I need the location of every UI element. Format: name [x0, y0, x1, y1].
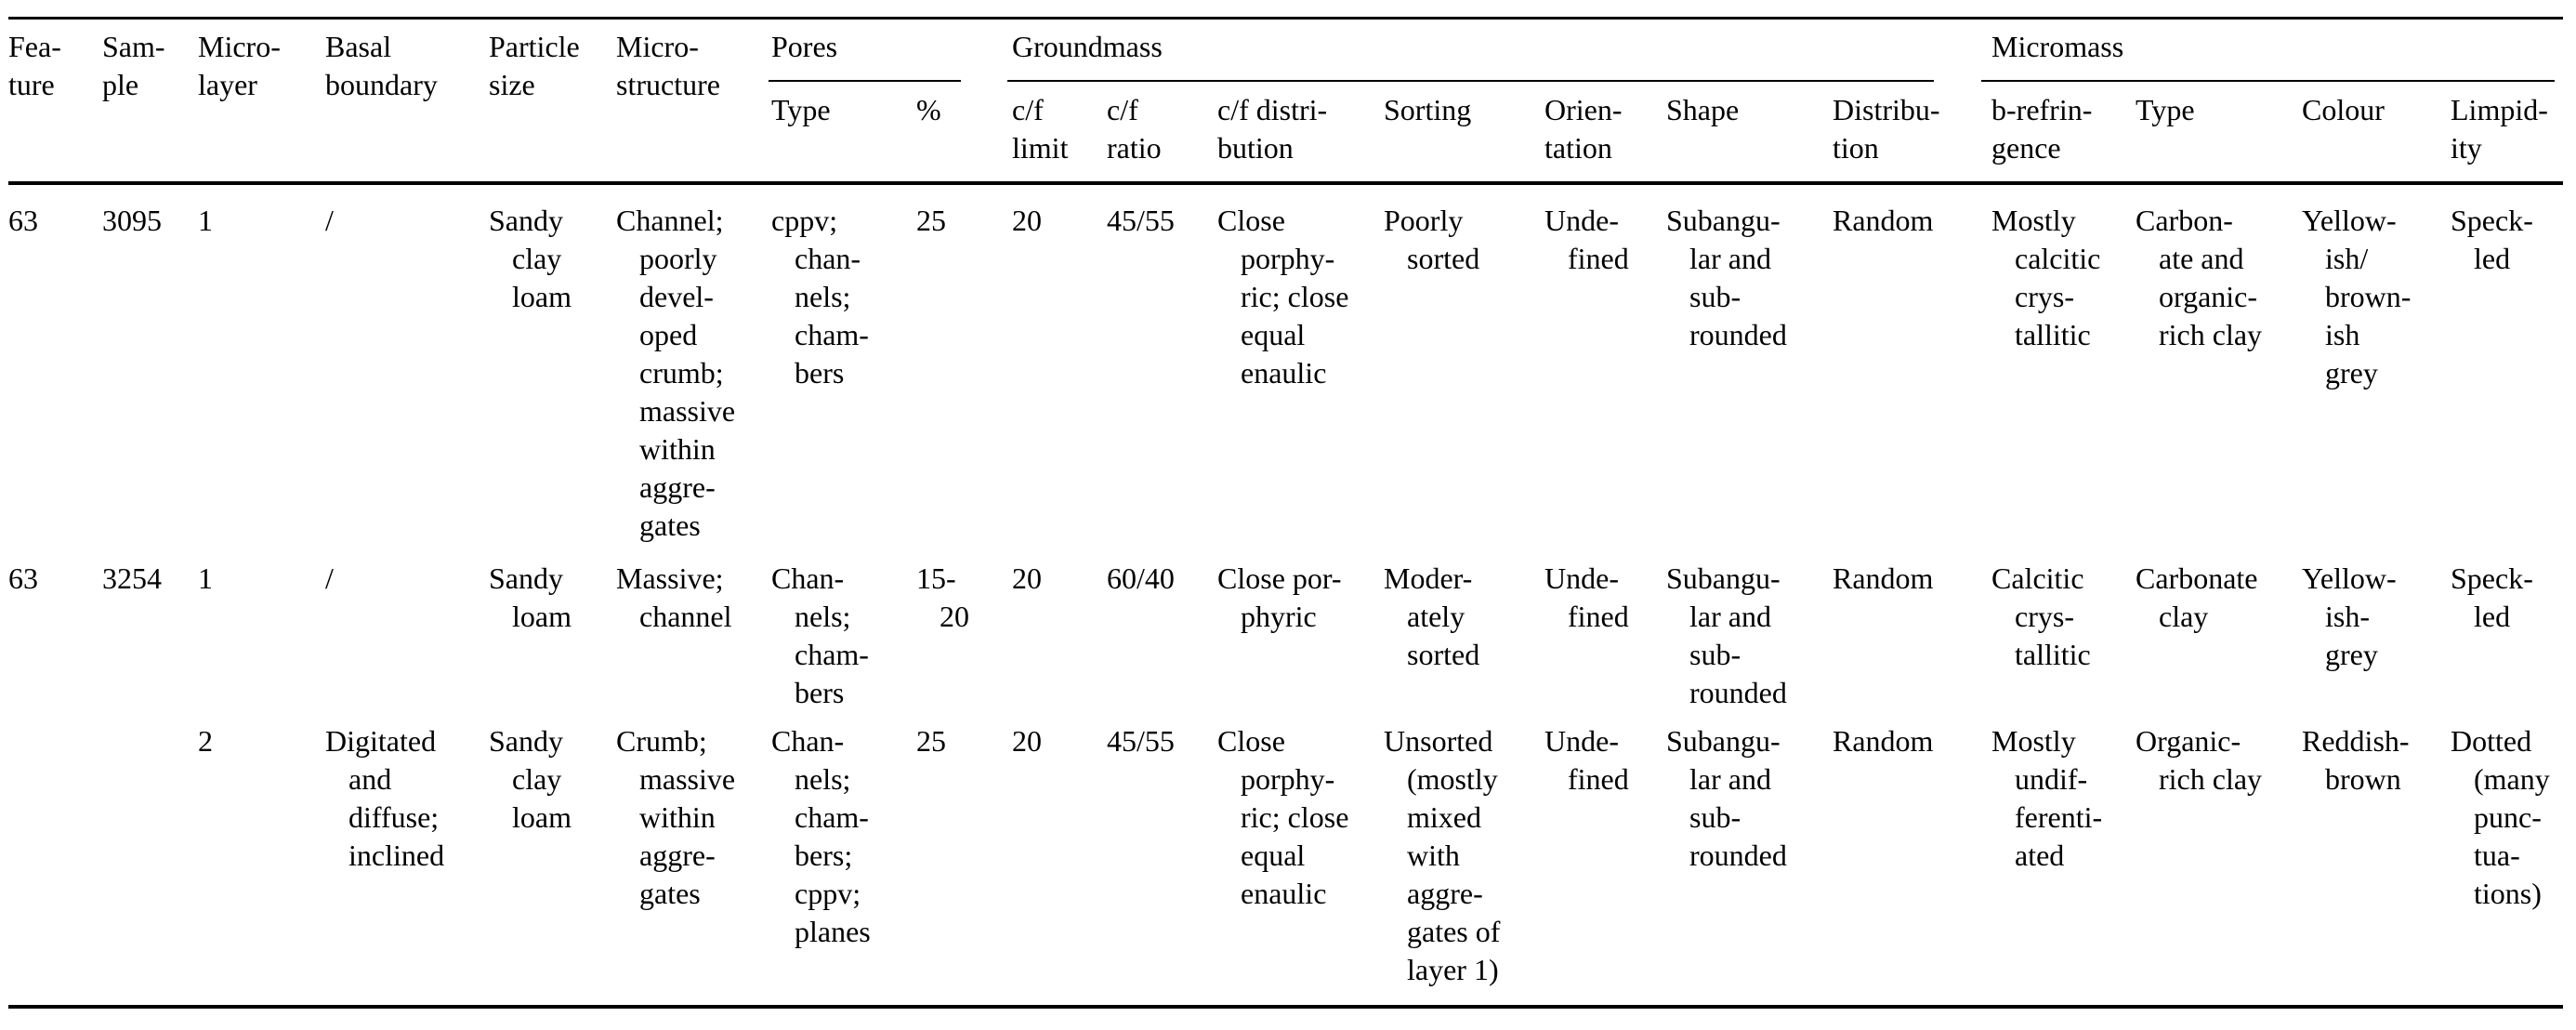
group-rule-pores [769, 80, 961, 82]
cell-particle-size [489, 722, 572, 837]
cell-microstructure [616, 560, 732, 636]
cell-sample [102, 202, 162, 240]
cell-pores-type [771, 202, 869, 392]
cell-shape-line: rounded [1689, 839, 1787, 872]
cell-colour-line: ish [2325, 318, 2360, 351]
cell-cf-distribution-line: porphy- [1241, 242, 1335, 275]
cell-orientation [1544, 560, 1629, 636]
cell-sorting-line: ately [1407, 600, 1465, 633]
cell-basal-boundary [325, 202, 334, 240]
cell-limpidity-line: tua- [2474, 839, 2520, 872]
group-rule-micromass [1981, 80, 2555, 82]
column-header-microstructure-line: structure [616, 68, 720, 101]
cell-b-fabric-line: crys- [2015, 280, 2074, 313]
cell-microstructure-line: massive [639, 762, 736, 796]
cell-micromass-type [2136, 560, 2258, 636]
column-header-microlayer [198, 28, 281, 104]
group-header-pores: Pores [771, 30, 838, 63]
cell-sorting-line: Poorly [1384, 204, 1464, 237]
cell-basal-boundary-line: / [325, 561, 334, 595]
cell-microstructure-line: channel [639, 600, 732, 633]
cell-micromass-type-line: ate and [2159, 242, 2244, 275]
cell-cf-distribution [1217, 202, 1348, 392]
cell-pores-pct-line: 20 [940, 600, 969, 633]
cell-sorting-line: with [1407, 839, 1460, 872]
cell-microstructure [616, 202, 735, 545]
column-header-cf-distribution-line: c/f distri- [1217, 93, 1328, 126]
cell-sorting-line: Unsorted [1384, 724, 1493, 758]
cell-cf-ratio [1107, 722, 1175, 760]
cell-pores-pct [916, 560, 969, 636]
group-header-groundmass: Groundmass [1012, 30, 1163, 63]
column-header-feature [8, 28, 61, 104]
cell-microlayer-line: 1 [198, 204, 213, 237]
cell-microstructure-line: aggre- [639, 470, 716, 504]
cell-b-fabric-line: tallitic [2015, 638, 2091, 671]
cell-microlayer-line: 2 [198, 724, 213, 758]
column-header-b-fabric-line: gence [1991, 131, 2061, 165]
column-header-sample-line: Sam- [102, 30, 165, 63]
column-header-microlayer-line: Micro- [198, 30, 281, 63]
cell-cf-distribution-line: porphy- [1241, 762, 1335, 796]
cell-cf-limit [1012, 722, 1042, 760]
cell-microlayer [198, 202, 213, 240]
cell-cf-distribution [1217, 560, 1342, 636]
cell-microstructure-line: crumb; [639, 356, 724, 390]
cell-b-fabric-line: Calcitic [1991, 561, 2084, 595]
cell-sorting-line: sorted [1407, 242, 1480, 275]
column-header-cf-limit [1012, 91, 1068, 167]
column-header-particle-size-line: Particle [489, 30, 580, 63]
cell-pores-type-line: planes [795, 915, 871, 948]
column-header-microstructure-line: Micro- [616, 30, 699, 63]
cell-basal-boundary-line: / [325, 204, 334, 237]
cell-limpidity [2451, 202, 2533, 278]
column-header-particle-size-line: size [489, 68, 535, 101]
column-header-cf-ratio-line: ratio [1107, 131, 1162, 165]
cell-sample-line: 3254 [102, 561, 162, 595]
group-rule-groundmass [1007, 80, 1934, 82]
cell-colour-line: ish- [2325, 600, 2370, 633]
cell-cf-distribution-line: equal [1241, 839, 1306, 872]
cell-colour-line: brown- [2325, 280, 2412, 313]
cell-particle-size-line: loam [512, 600, 572, 633]
column-header-distribution-line: tion [1833, 131, 1879, 165]
column-header-microstructure [616, 28, 720, 104]
cell-b-fabric-line: Mostly [1991, 724, 2076, 758]
column-header-orientation-line: Orien- [1544, 93, 1623, 126]
cell-pores-pct [916, 202, 946, 240]
cell-colour [2302, 202, 2411, 392]
cell-particle-size-line: Sandy [489, 204, 563, 237]
column-header-shape [1666, 91, 1739, 129]
cell-microlayer [198, 722, 213, 760]
cell-pores-type-line: cppv; [771, 204, 838, 237]
cell-shape-line: Subangu- [1666, 204, 1781, 237]
column-header-micromass-type [2136, 91, 2195, 129]
cell-pores-type-line: cham- [795, 638, 869, 671]
cell-b-fabric-line: tallitic [2015, 318, 2091, 351]
cell-shape-line: lar and [1689, 762, 1771, 796]
column-header-micromass-type-line: Type [2136, 93, 2195, 126]
column-header-basal-boundary [325, 28, 438, 104]
cell-cf-distribution-line: equal [1241, 318, 1306, 351]
cell-particle-size-line: loam [512, 800, 572, 834]
column-header-sorting-line: Sorting [1384, 93, 1472, 126]
group-header-micromass: Micromass [1991, 30, 2124, 63]
cell-micromass-type [2136, 202, 2262, 354]
cell-basal-boundary-line: inclined [348, 839, 445, 872]
cell-particle-size [489, 560, 572, 636]
cell-microstructure-line: gates [639, 508, 701, 542]
column-header-particle-size [489, 28, 580, 104]
cell-micromass-type-line: Carbon- [2136, 204, 2233, 237]
cell-limpidity [2451, 722, 2550, 913]
column-header-basal-boundary-line: Basal [325, 30, 392, 63]
cell-cf-ratio-line: 45/55 [1107, 724, 1175, 758]
cell-microstructure-line: aggre- [639, 839, 716, 872]
column-header-orientation [1544, 91, 1623, 167]
cell-basal-boundary-line: Digitated [325, 724, 437, 758]
column-header-cf-limit-line: limit [1012, 131, 1069, 165]
cell-cf-distribution-line: Close [1217, 724, 1285, 758]
column-header-microlayer-line: layer [198, 68, 257, 101]
cell-feature [8, 560, 38, 598]
cell-pores-type-line: Chan- [771, 724, 845, 758]
column-header-basal-boundary-line: boundary [325, 68, 438, 101]
cell-b-fabric-line: undif- [2015, 762, 2088, 796]
cell-microstructure-line: oped [639, 318, 698, 351]
cell-pores-type-line: cppv; [795, 877, 861, 910]
cell-colour [2302, 722, 2410, 799]
cell-distribution [1833, 560, 1933, 598]
cell-cf-ratio-line: 45/55 [1107, 204, 1175, 237]
column-header-sample [102, 28, 165, 104]
cell-orientation-line: Unde- [1544, 561, 1619, 595]
cell-cf-distribution-line: ric; close [1241, 800, 1349, 834]
cell-sorting [1384, 202, 1479, 278]
cell-b-fabric-line: ferenti- [2015, 800, 2103, 834]
cell-limpidity-line: led [2474, 600, 2511, 633]
cell-b-fabric-line: ated [2015, 839, 2065, 872]
cell-cf-limit-line: 20 [1012, 561, 1042, 595]
cell-shape-line: rounded [1689, 318, 1787, 351]
cell-pores-pct-line: 25 [916, 204, 946, 237]
cell-cf-limit-line: 20 [1012, 724, 1042, 758]
cell-sorting-line: Moder- [1384, 561, 1473, 595]
cell-feature-line: 63 [8, 204, 38, 237]
column-header-feature-line: ture [8, 68, 55, 101]
cell-limpidity-line: punc- [2474, 800, 2542, 834]
column-header-pores-type-line: Type [771, 93, 831, 126]
cell-limpidity-line: tions) [2474, 877, 2542, 910]
cell-orientation [1544, 202, 1629, 278]
cell-orientation-line: fined [1568, 762, 1629, 796]
cell-distribution-line: Random [1833, 561, 1934, 595]
column-header-distribution-line: Distribu- [1833, 93, 1940, 126]
cell-micromass-type-line: rich clay [2159, 318, 2263, 351]
column-header-pores-pct-line: % [916, 93, 941, 126]
cell-limpidity [2451, 560, 2533, 636]
cell-cf-distribution-line: ric; close [1241, 280, 1349, 313]
cell-sorting-line: aggre- [1407, 877, 1483, 910]
cell-b-fabric-line: crys- [2015, 600, 2074, 633]
cell-micromass-type-line: clay [2159, 600, 2209, 633]
cell-microstructure-line: Massive; [616, 561, 724, 595]
cell-cf-limit-line: 20 [1012, 204, 1042, 237]
cell-colour-line: Yellow- [2302, 204, 2397, 237]
cell-cf-distribution-line: phyric [1241, 600, 1317, 633]
cell-pores-type [771, 560, 869, 712]
column-header-b-fabric [1991, 91, 2092, 167]
cell-distribution [1833, 722, 1933, 760]
cell-basal-boundary [325, 722, 444, 875]
cell-particle-size-line: loam [512, 280, 572, 313]
cell-particle-size [489, 202, 572, 316]
cell-pores-type-line: bers; [795, 839, 853, 872]
cell-sorting-line: sorted [1407, 638, 1480, 671]
cell-sorting-line: layer 1) [1407, 953, 1499, 986]
cell-colour-line: Yellow- [2302, 561, 2397, 595]
column-header-limpidity-line: Limpid- [2451, 93, 2548, 126]
cell-microstructure-line: Crumb; [616, 724, 707, 758]
cell-cf-distribution-line: Close [1217, 204, 1285, 237]
cell-feature [8, 202, 38, 240]
cell-limpidity-line: led [2474, 242, 2511, 275]
cell-shape-line: sub- [1689, 638, 1741, 671]
cell-sample [102, 560, 162, 598]
cell-pores-type-line: nels; [795, 762, 851, 796]
cell-shape-line: lar and [1689, 242, 1771, 275]
column-header-b-fabric-line: b-refrin- [1991, 93, 2093, 126]
cell-micromass-type-line: organic- [2159, 280, 2258, 313]
table-header-rule [8, 181, 2563, 185]
cell-microstructure-line: within [639, 432, 716, 466]
column-header-pores-pct [916, 91, 941, 129]
cell-shape-line: Subangu- [1666, 561, 1781, 595]
cell-sorting [1384, 560, 1479, 674]
cell-distribution-line: Random [1833, 724, 1934, 758]
cell-basal-boundary-line: and [348, 762, 392, 796]
cell-pores-pct [916, 722, 946, 760]
cell-microlayer-line: 1 [198, 561, 213, 595]
cell-cf-distribution [1217, 722, 1348, 913]
cell-shape-line: lar and [1689, 600, 1771, 633]
cell-micromass-type-line: Carbonate [2136, 561, 2258, 595]
cell-microstructure-line: devel- [639, 280, 714, 313]
column-header-limpidity [2451, 91, 2548, 167]
cell-particle-size-line: Sandy [489, 561, 563, 595]
cell-microstructure-line: massive [639, 394, 736, 428]
cell-basal-boundary-line: diffuse; [348, 800, 440, 834]
cell-sorting-line: mixed [1407, 800, 1481, 834]
cell-colour-line: Reddish- [2302, 724, 2410, 758]
cell-cf-distribution-line: enaulic [1241, 877, 1327, 910]
cell-pores-type-line: bers [795, 356, 845, 390]
cell-limpidity-line: (many [2474, 762, 2550, 796]
cell-b-fabric-line: calcitic [2015, 242, 2101, 275]
cell-orientation [1544, 722, 1629, 799]
table-top-rule [8, 17, 2563, 20]
cell-sorting-line: (mostly [1407, 762, 1498, 796]
column-header-cf-limit-line: c/f [1012, 93, 1044, 126]
cell-basal-boundary [325, 560, 334, 598]
cell-cf-ratio [1107, 202, 1175, 240]
cell-sample-line: 3095 [102, 204, 162, 237]
column-header-cf-ratio-line: c/f [1107, 93, 1138, 126]
cell-b-fabric-line: Mostly [1991, 204, 2076, 237]
cell-cf-distribution-line: Close por- [1217, 561, 1342, 595]
cell-distribution [1833, 202, 1933, 240]
cell-pores-pct-line: 15- [916, 561, 956, 595]
cell-cf-ratio [1107, 560, 1175, 598]
cell-b-fabric [1991, 722, 2102, 875]
cell-microstructure-line: Channel; [616, 204, 724, 237]
cell-cf-limit [1012, 202, 1042, 240]
cell-limpidity-line: Speck- [2451, 561, 2533, 595]
column-header-sample-line: ple [102, 68, 139, 101]
cell-particle-size-line: Sandy [489, 724, 563, 758]
cell-shape-line: sub- [1689, 280, 1741, 313]
cell-shape [1666, 202, 1787, 354]
cell-microstructure-line: poorly [639, 242, 717, 275]
cell-colour-line: brown [2325, 762, 2401, 796]
cell-pores-pct-line: 25 [916, 724, 946, 758]
cell-microstructure-line: within [639, 800, 716, 834]
column-header-feature-line: Fea- [8, 30, 61, 63]
cell-shape [1666, 560, 1787, 712]
cell-orientation-line: fined [1568, 242, 1629, 275]
cell-pores-type [771, 722, 871, 951]
cell-shape [1666, 722, 1787, 875]
cell-limpidity-line: Speck- [2451, 204, 2533, 237]
table-bottom-rule [8, 1005, 2563, 1009]
cell-pores-type-line: cham- [795, 800, 869, 834]
cell-micromass-type-line: Organic- [2136, 724, 2241, 758]
column-header-cf-ratio [1107, 91, 1162, 167]
cell-shape-line: Subangu- [1666, 724, 1781, 758]
cell-pores-type-line: chan- [795, 242, 861, 275]
cell-colour-line: ish/ [2325, 242, 2369, 275]
cell-sorting [1384, 722, 1500, 989]
cell-cf-limit [1012, 560, 1042, 598]
column-header-shape-line: Shape [1666, 93, 1740, 126]
cell-colour-line: grey [2325, 356, 2378, 390]
column-header-cf-distribution-line: bution [1217, 131, 1294, 165]
cell-pores-type-line: nels; [795, 600, 851, 633]
cell-shape-line: rounded [1689, 676, 1787, 709]
cell-cf-ratio-line: 60/40 [1107, 561, 1175, 595]
cell-shape-line: sub- [1689, 800, 1741, 834]
cell-orientation-line: Unde- [1544, 724, 1619, 758]
cell-microstructure-line: gates [639, 877, 701, 910]
cell-microlayer [198, 560, 213, 598]
column-header-pores-type [771, 91, 831, 129]
cell-pores-type-line: Chan- [771, 561, 845, 595]
cell-colour [2302, 560, 2397, 674]
cell-pores-type-line: nels; [795, 280, 851, 313]
cell-limpidity-line: Dotted [2451, 724, 2532, 758]
cell-orientation-line: fined [1568, 600, 1629, 633]
column-header-colour [2302, 91, 2385, 129]
column-header-colour-line: Colour [2302, 93, 2385, 126]
cell-particle-size-line: clay [512, 762, 562, 796]
column-header-distribution [1833, 91, 1940, 167]
cell-microstructure [616, 722, 735, 913]
cell-micromass-type-line: rich clay [2159, 762, 2263, 796]
cell-pores-type-line: cham- [795, 318, 869, 351]
cell-distribution-line: Random [1833, 204, 1934, 237]
column-header-orientation-line: tation [1544, 131, 1612, 165]
cell-particle-size-line: clay [512, 242, 562, 275]
cell-sorting-line: gates of [1407, 915, 1501, 948]
cell-feature-line: 63 [8, 561, 38, 595]
cell-b-fabric [1991, 560, 2091, 674]
column-header-cf-distribution [1217, 91, 1327, 167]
column-header-limpidity-line: ity [2451, 131, 2482, 165]
column-header-sorting [1384, 91, 1471, 129]
cell-orientation-line: Unde- [1544, 204, 1619, 237]
cell-cf-distribution-line: enaulic [1241, 356, 1327, 390]
cell-micromass-type [2136, 722, 2262, 799]
cell-pores-type-line: bers [795, 676, 845, 709]
cell-colour-line: grey [2325, 638, 2378, 671]
cell-b-fabric [1991, 202, 2100, 354]
